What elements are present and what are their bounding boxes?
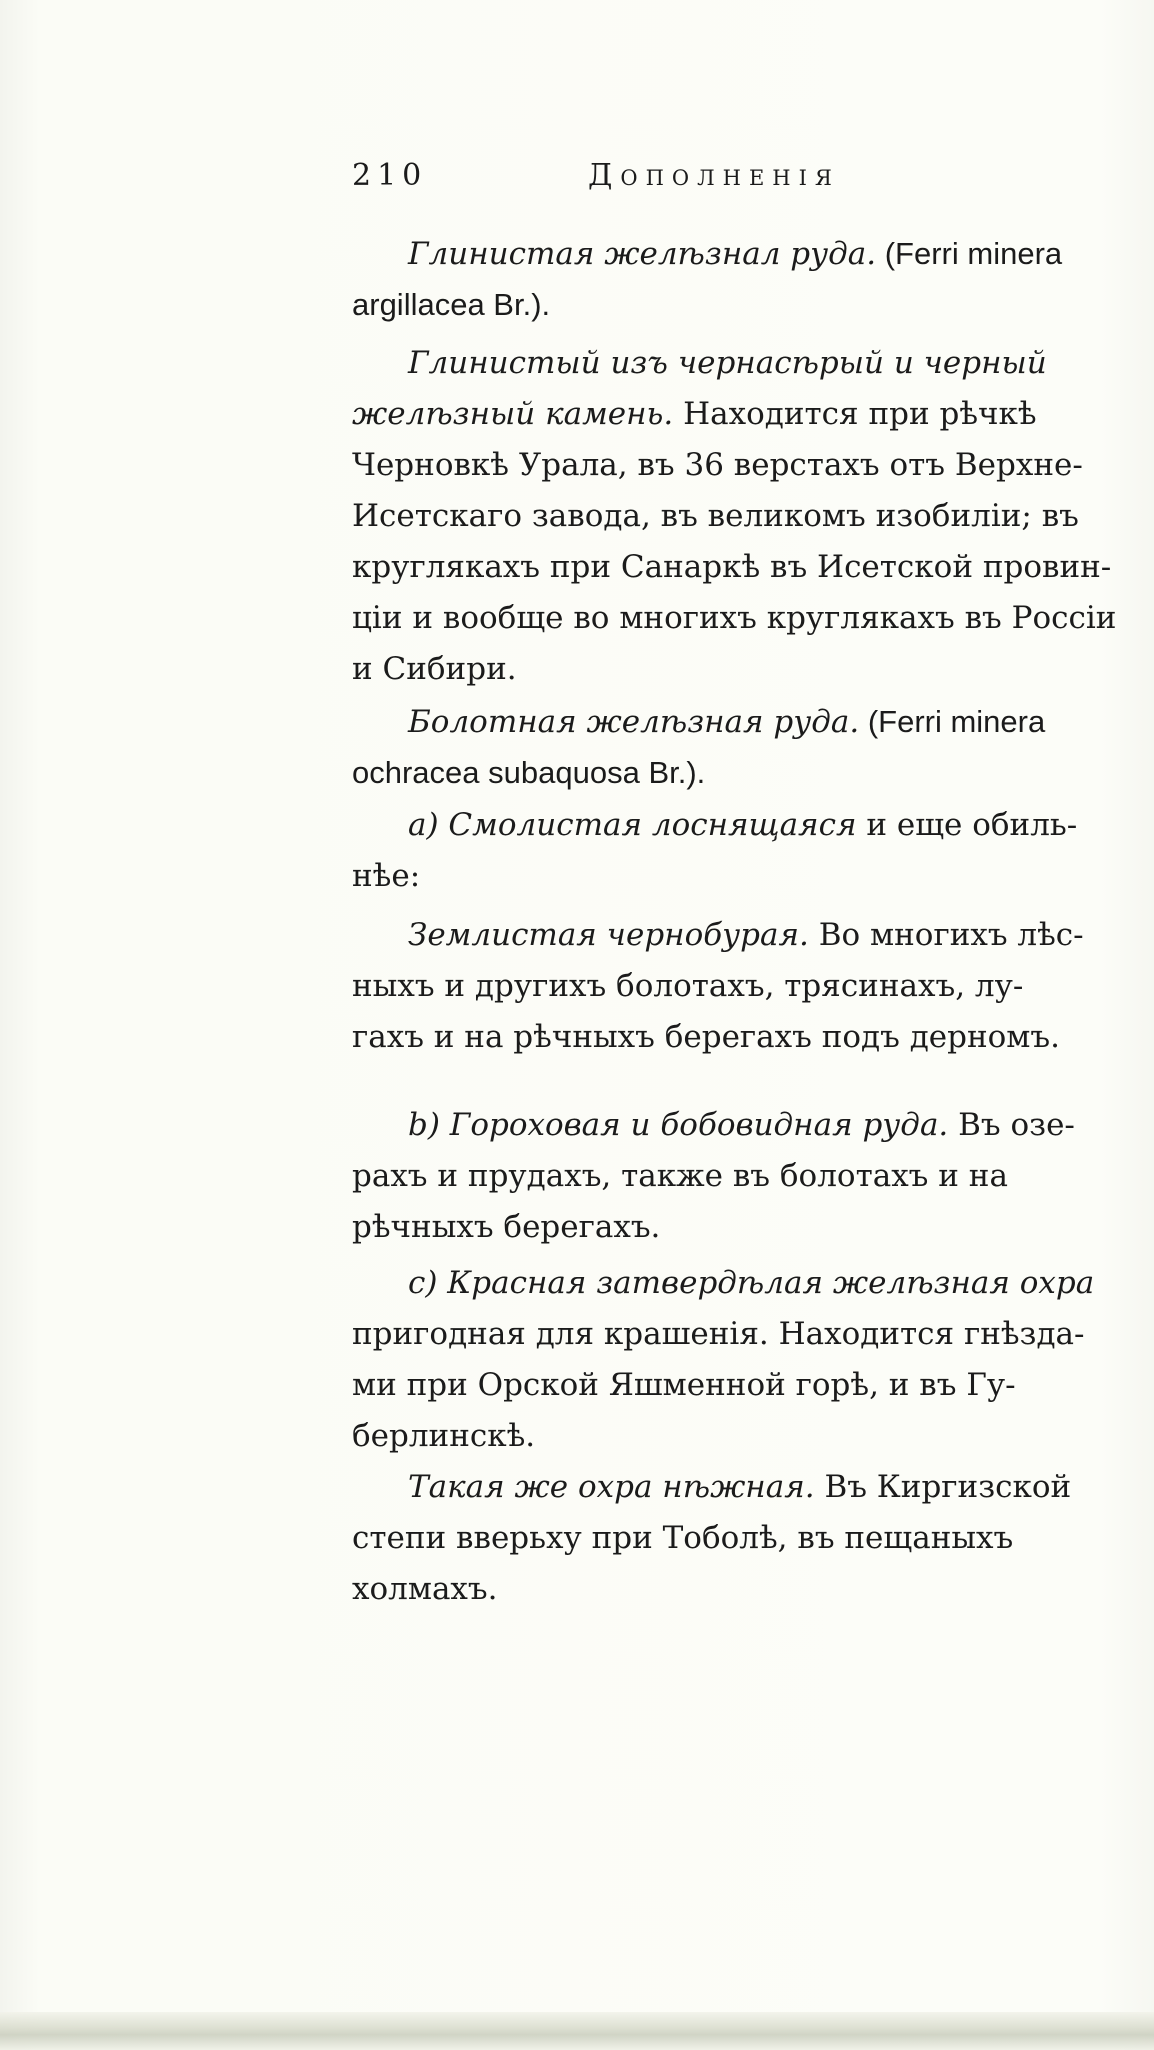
text-line: a) Смолистая лоснящаяся и еще обиль- (408, 807, 1078, 843)
paragraph-resinous-ore (352, 800, 1142, 902)
text-line: Глинистый изъ чернасѣрый и черный (408, 345, 1047, 381)
text-line: ochracea subaquosa Br.). (352, 755, 706, 790)
text-line: Глинистая желѣзнал руда. (Ferri minera (408, 236, 1063, 272)
paragraph-clay-iron-stone (352, 338, 1142, 695)
text-line: Исетскаго завода, въ великомъ изобиліи; въ (352, 498, 1079, 534)
paragraph-bog-iron-ore (352, 696, 1142, 798)
text-line: Землистая чернобурая. Во многихъ лѣс- (408, 917, 1084, 953)
paragraph-soft-ochre (352, 1462, 1142, 1615)
text-line: желѣзный камень. Находится при рѣчкѣ (352, 396, 1037, 432)
text-line: Болотная желѣзная руда. (Ferri minera (408, 704, 1046, 740)
paragraph-clay-iron-ore (352, 228, 1142, 330)
page-header (352, 158, 912, 204)
text-line: и Сибири. (352, 651, 517, 687)
text-line: Такая же охра нѣжная. Въ Киргизской (408, 1469, 1072, 1505)
text-line: ныхъ и другихъ болотахъ, трясинахъ, лу- (352, 968, 1024, 1004)
paragraph-pea-ore (352, 1100, 1142, 1253)
text-line: берлинскѣ. (352, 1418, 536, 1454)
text-line: степи вверьху при Тоболѣ, въ пещаныхъ (352, 1520, 1014, 1556)
paragraph-earthy-ore (352, 910, 1142, 1063)
text-line: гахъ и на рѣчныхъ берегахъ подъ дерномъ. (352, 1019, 1060, 1055)
text-line: Черновкѣ Урала, въ 36 верстахъ отъ Верхне- (352, 447, 1083, 483)
paragraph-red-ochre (352, 1258, 1142, 1462)
page-number: 210 (352, 158, 428, 193)
running-title: Дополненія (588, 158, 840, 193)
text-line: нѣе: (352, 858, 421, 894)
text-line: c) Красная затвердѣлая желѣзная охра (408, 1265, 1095, 1301)
text-line: холмахъ. (352, 1571, 498, 1607)
text-line: пригодная для крашенія. Находится гнѣзда- (352, 1316, 1085, 1352)
text-line: круглякахъ при Санаркѣ въ Исетской провин- (352, 549, 1112, 585)
text-line: b) Гороховая и бобовидная руда. Въ озе- (408, 1107, 1075, 1143)
text-line: argillacea Br.). (352, 287, 551, 322)
text-line: рахъ и прудахъ, также въ болотахъ и на (352, 1158, 1008, 1194)
page-bottom-edge (0, 2012, 1154, 2050)
text-line: ціи и вообще во многихъ круглякахъ въ Россіи (352, 600, 1117, 636)
text-line: ми при Орской Яшменной горѣ, и въ Гу- (352, 1367, 1016, 1403)
text-line: рѣчныхъ берегахъ. (352, 1209, 661, 1245)
